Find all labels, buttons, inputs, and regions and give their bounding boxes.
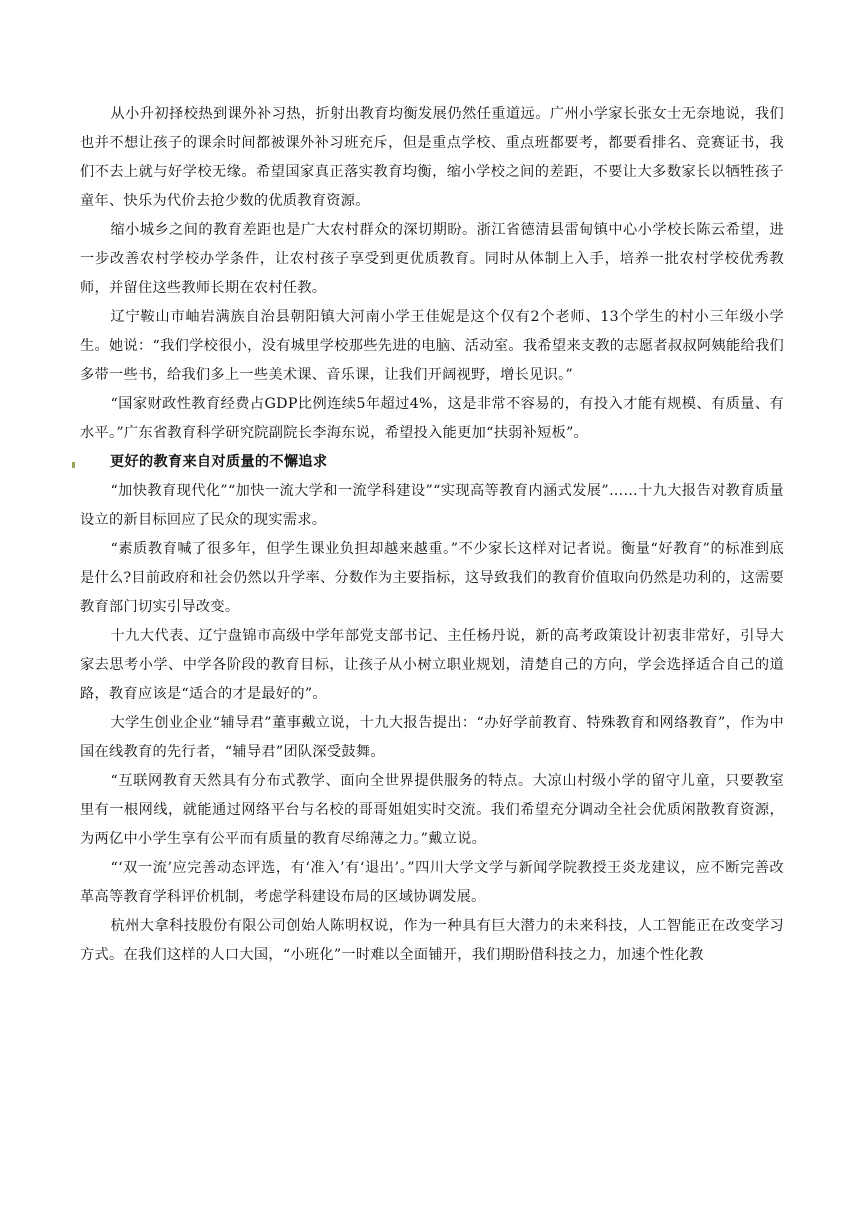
paragraph: 大学生创业企业“辅导君”董事戴立说，十九大报告提出：“办好学前教育、特殊教育和网络教育”，作为中国在线教育的先行者，“辅导君”团队深受鼓舞。	[80, 715, 784, 760]
bullet-marker-icon	[72, 462, 75, 468]
paragraph: 缩小城乡之间的教育差距也是广大农村群众的深切期盼。浙江省德清县雷甸镇中心小学校长陈云希望，进一步改善农村学校办学条件，让农村孩子享受到更优质教育。同时从体制上入手，培养一批农村学校优秀教师，并留住这些教师长期在农村任教。	[80, 222, 784, 296]
article-body	[80, 100, 784, 970]
paragraph: 十九大代表、辽宁盘锦市高级中学年部党支部书记、主任杨丹说，新的高考政策设计初衷非常好，引导大家去思考小学、中学各阶段的教育目标，让孩子从小树立职业规划，清楚自己的方向，学会选择适合自己的道路，教育应该是“适合的才是最好的”。	[80, 628, 784, 702]
paragraph: 从小升初择校热到课外补习热，折射出教育均衡发展仍然任重道远。广州小学家长张女士无奈地说，我们也并不想让孩子的课余时间都被课外补习班充斥，但是重点学校、重点班都要考，都要看排名、竞赛证书，我们不去上就与好学校无缘。希望国家真正落实教育均衡，缩小学校之间的差距，不要让大多数家长以牺牲孩子童年、快乐为代价去抢少数的优质教育资源。	[80, 106, 784, 209]
paragraph: “国家财政性教育经费占GDP比例连续5年超过4%，这是非常不容易的，有投入才能有规模、有质量、有水平。”广东省教育科学研究院副院长李海东说，希望投入能更加“扶弱补短板”。	[80, 396, 784, 441]
section-heading-row	[80, 448, 784, 477]
paragraph: 杭州大拿科技股份有限公司创始人陈明权说，作为一种具有巨大潜力的未来科技，人工智能正在改变学习方式。在我们这样的人口大国，“小班化”一时难以全面铺开，我们期盼借科技之力，加速个性化教	[80, 918, 784, 963]
paragraph: 辽宁鞍山市岫岩满族自治县朝阳镇大河南小学王佳妮是这个仅有2个老师、13个学生的村小三年级小学生。她说：“我们学校很小，没有城里学校那些先进的电脑、活动室。我希望来支教的志愿者叔叔阿姨能给我们多带一些书，给我们多上一些美术课、音乐课，让我们开阔视野，增长见识。”	[80, 309, 784, 383]
paragraph: “加快教育现代化”“加快一流大学和一流学科建设”“实现高等教育内涵式发展”……十九大报告对教育质量设立的新目标回应了民众的现实需求。	[80, 483, 784, 528]
paragraph: “‘双一流’应完善动态评选，有‘准入’有‘退出’。”四川大学文学与新闻学院教授王炎龙建议，应不断完善改革高等教育学科评价机制，考虑学科建设布局的区域协调发展。	[80, 860, 784, 905]
section-heading: 更好的教育来自对质量的不懈追求	[110, 454, 328, 470]
paragraph: “素质教育喊了很多年，但学生课业负担却越来越重。”不少家长这样对记者说。衡量“好教育”的标准到底是什么?目前政府和社会仍然以升学率、分数作为主要指标，这导致我们的教育价值取向仍然是功利的，这需要教育部门切实引导改变。	[80, 541, 784, 615]
paragraph: “互联网教育天然具有分布式教学、面向全世界提供服务的特点。大凉山村级小学的留守儿童，只要教室里有一根网线，就能通过网络平台与名校的哥哥姐姐实时交流。我们希望充分调动全社会优质闲散教育资源，为两亿中小学生享有公平而有质量的教育尽绵薄之力。”戴立说。	[80, 773, 784, 847]
